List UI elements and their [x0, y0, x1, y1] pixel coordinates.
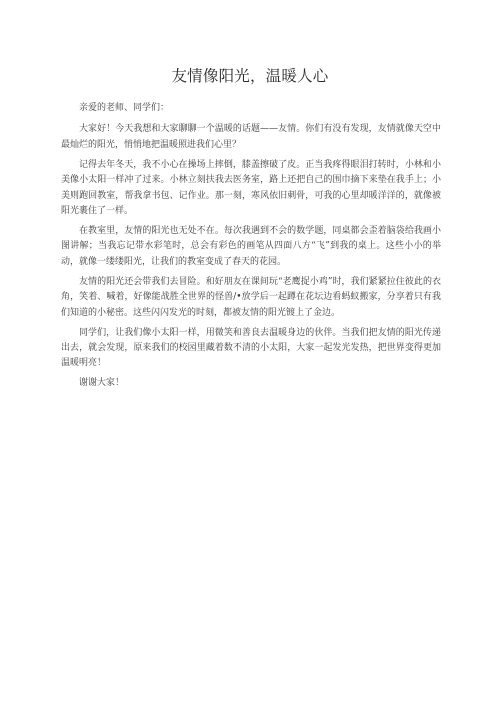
greeting-line: 亲爱的老师、同学们：: [79, 103, 170, 113]
document-title: 友情像阳光，温暖人心: [171, 67, 329, 85]
paragraph-4: 友情的阳光还会带我们去冒险。和好朋友在课间玩“老鹰捉小鸡”时，我们紧紧拉住彼此的衣角，笑着、喊着，好像能战胜全世界的怪兽/•放学后一起蹲在花坛边看蚂蚁搬家，分享着只有我们知道的小秘密。这些闪闪发光的时刻，都被友情的阳光镀上了金边。: [61, 276, 441, 318]
closing-line: 谢谢大家！: [79, 378, 125, 389]
paragraph-2: 记得去年冬天，我不小心在操场上摔倒，膝盖擦破了皮。正当我疼得眼泪打转时，小林和小美像小太阳一样冲了过来。小林立刻扶我去医务室，路上还把自己的围巾摘下来垫在我手上；小美则跑回教室，帮我拿书包、记作业。那一刻，寒风依旧刺骨，可我的心里却暖洋洋的，就像被阳光裹住了一样。: [61, 159, 441, 217]
document-body: [61, 101, 441, 396]
paragraph-3: 在教室里，友情的阳光也无处不在。每次我遇到不会的数学题，同桌都会歪着脑袋给我画小图讲解；当我忘记带水彩笔时，总会有彩色的画笔从四面八方“飞”到我的桌上。这些小小的举动，就像一缕缕阳光，让我们的教室变成了春天的花园。: [61, 226, 441, 267]
paragraph-1: 大家好！今天我想和大家聊聊一个温暖的话题——友情。你们有没有发现，友情就像天空中最灿烂的阳光，悄悄地把温暖照进我们心里？: [61, 124, 441, 150]
paragraph-5: 同学们，让我们像小太阳一样，用微笑和善良去温暖身边的伙伴。当我们把友情的阳光传递出去，就会发现，原来我们的校园里藏着数不清的小太阳，大家一起发光发热，把世界变得更加温暖明亮！: [61, 327, 441, 369]
